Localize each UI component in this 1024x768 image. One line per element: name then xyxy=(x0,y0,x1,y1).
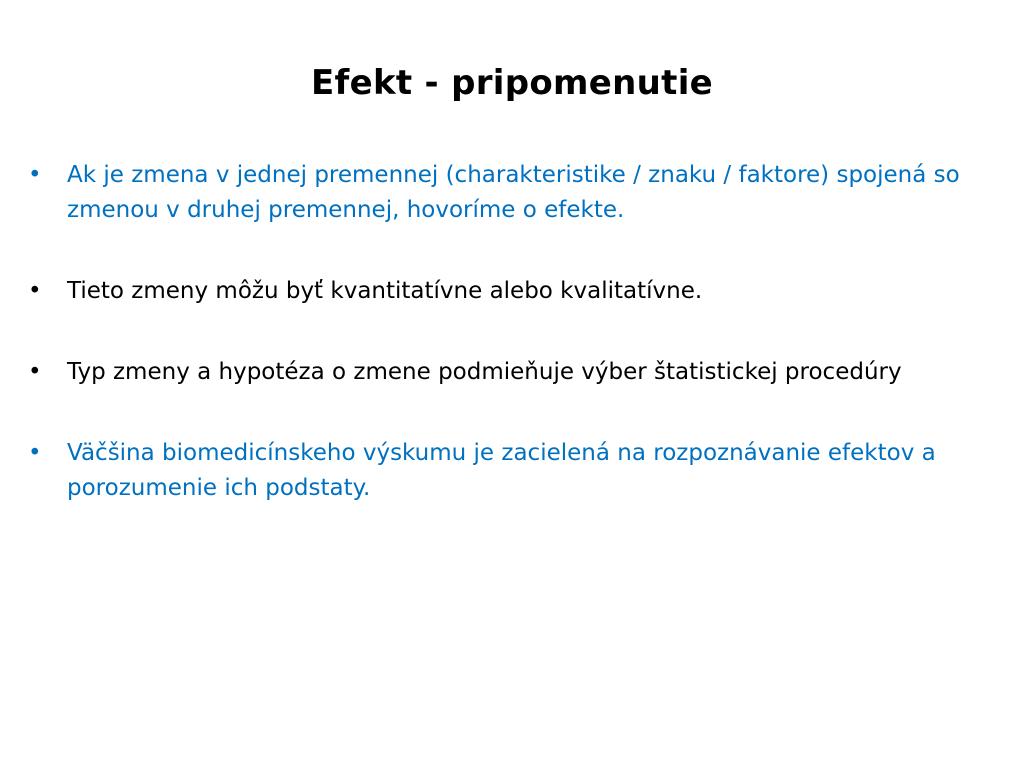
bullet-marker: • xyxy=(28,440,42,466)
bullet-item-effect-definition xyxy=(28,158,988,228)
bullet-marker: • xyxy=(28,162,42,188)
bullet-text: Tieto zmeny môžu byť kvantitatívne alebo kvalitatívne. xyxy=(67,278,703,304)
bullet-list xyxy=(28,158,988,552)
slide-title: Efekt - pripomenutie xyxy=(310,63,714,103)
bullet-text: Väčšina biomedicínskeho výskumu je zacielená na rozpoznávanie efektov a porozumenie ich podstaty. xyxy=(67,440,936,501)
bullet-item-statistical-procedure xyxy=(28,355,988,390)
bullet-marker: • xyxy=(28,359,42,385)
bullet-text: Ak je zmena v jednej premennej (charakteristike / znaku / faktore) spojená so zmenou v druhej premennej, hovoríme o efekte. xyxy=(67,162,960,223)
bullet-marker: • xyxy=(28,278,42,304)
bullet-item-change-types xyxy=(28,274,988,309)
bullet-item-biomedical-research xyxy=(28,436,988,506)
bullet-text: Typ zmeny a hypotéza o zmene podmieňuje výber štatistickej procedúry xyxy=(67,359,902,385)
